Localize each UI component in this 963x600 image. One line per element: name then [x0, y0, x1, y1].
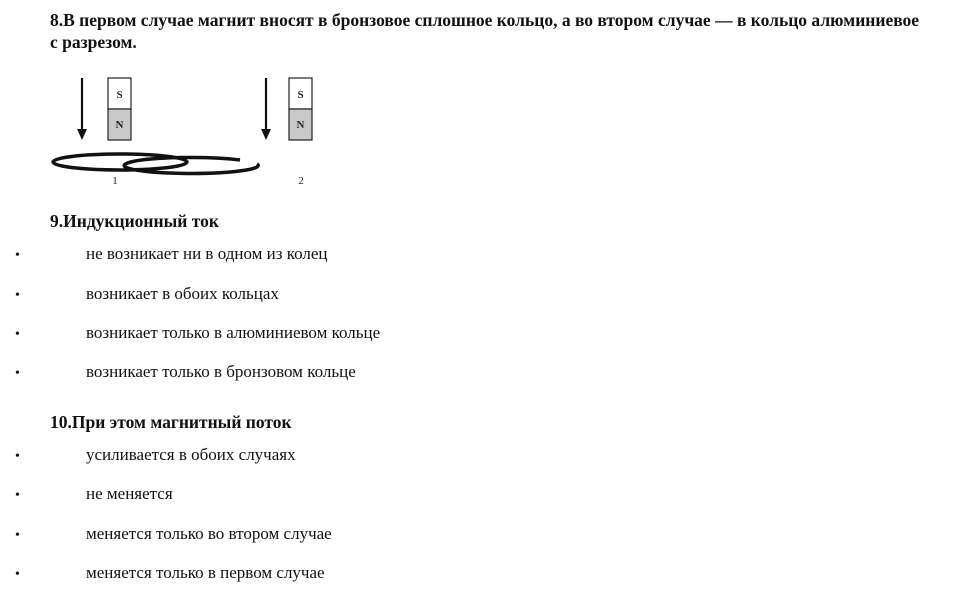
q9-option-3-label: возникает только в алюминиевом кольце: [86, 323, 381, 342]
q10-option-2-label: не меняется: [86, 484, 173, 503]
bullet-icon: •: [15, 248, 20, 263]
bullet-icon: •: [15, 327, 20, 342]
question-8-text: 8.В первом случае магнит вносят в бронзовое сплошное кольцо, а во втором случае — в кольцо алюминиевое с разрезом.: [50, 10, 920, 52]
bullet-icon: •: [15, 366, 20, 381]
ring-1-label: 1: [112, 175, 118, 187]
question-9-heading: 9.Индукционный ток: [50, 211, 219, 231]
q9-option-4[interactable]: [0, 361, 700, 385]
q9-option-4-label: возникает только в бронзовом кольце: [86, 362, 356, 381]
q9-option-1-label: не возникает ни в одном из колец: [86, 244, 328, 263]
bullet-icon: •: [15, 567, 20, 582]
q9-option-1[interactable]: [0, 243, 700, 267]
bullet-icon: •: [15, 288, 20, 303]
aluminium-ring-cut: [124, 157, 258, 173]
bullet-icon: •: [15, 449, 20, 464]
q10-option-1-label: усиливается в обоих случаях: [86, 445, 296, 464]
magnet-1-n-label: N: [115, 119, 124, 131]
ring-setup-2: [124, 78, 312, 187]
question-10-heading: 10.При этом магнитный поток: [50, 412, 292, 432]
bullet-icon: •: [15, 488, 20, 503]
q9-option-2[interactable]: [0, 283, 700, 307]
magnet-2-n-label: N: [296, 119, 305, 131]
q10-option-4-label: меняется только в первом случае: [86, 563, 325, 582]
q10-option-4[interactable]: [0, 562, 700, 586]
arrow-head-1: [77, 129, 87, 140]
q10-option-2[interactable]: [0, 483, 700, 507]
arrow-head-2: [261, 129, 271, 140]
q9-option-3[interactable]: [0, 322, 700, 346]
q10-option-3[interactable]: [0, 523, 700, 547]
ring-2-label: 2: [298, 175, 304, 187]
magnet-1-s-label: S: [116, 89, 123, 101]
q10-option-3-label: меняется только во втором случае: [86, 524, 332, 543]
q10-option-1[interactable]: [0, 444, 700, 468]
magnet-2-s-label: S: [297, 89, 304, 101]
ring-setup-1: [53, 78, 187, 187]
magnet-rings-figure: [45, 72, 385, 192]
q9-option-2-label: возникает в обоих кольцах: [86, 284, 279, 303]
bullet-icon: •: [15, 528, 20, 543]
